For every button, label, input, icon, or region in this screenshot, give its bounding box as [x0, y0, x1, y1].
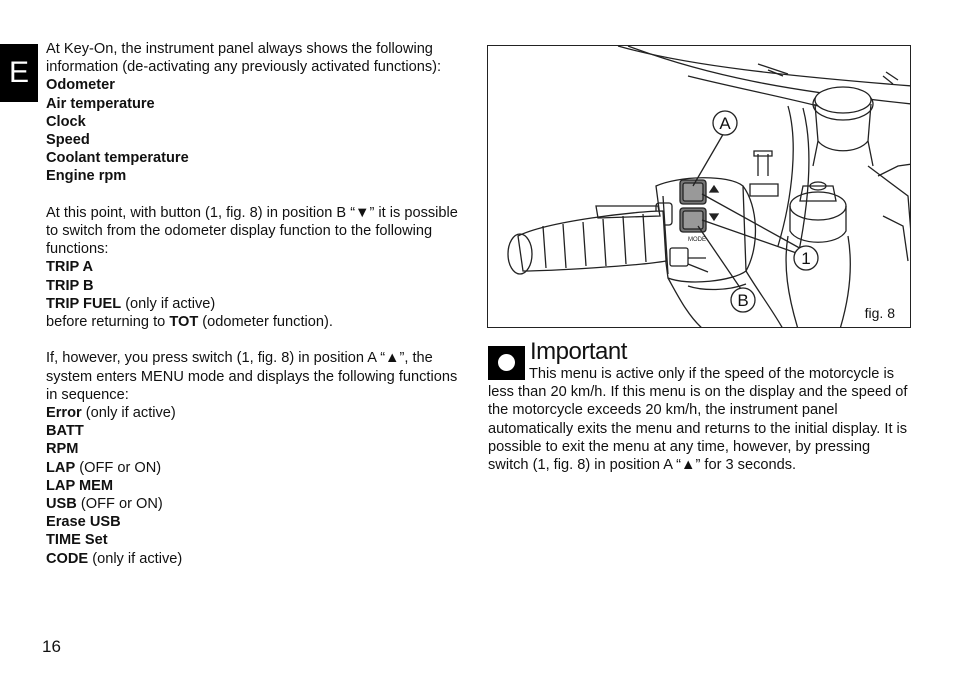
position-a-paragraph: If, however, you press switch (1, fig. 8) in position A “▲”, the system enters MENU mode and displays the following functions in sequence:	[46, 350, 458, 403]
handlebar-switch-figure	[487, 45, 911, 328]
default-item-coolant-temperature: Coolant temperature	[46, 150, 189, 167]
menu-item-lap-mem: LAP MEM	[46, 477, 114, 494]
menu-item-time-set: TIME Set	[46, 532, 108, 549]
default-item-air-temperature: Air temperature	[46, 95, 155, 112]
trip-fuel-item: TRIP FUEL (only if active)	[46, 295, 216, 312]
language-tab	[0, 44, 38, 102]
menu-item-batt: BATT	[46, 423, 84, 440]
figure-caption: fig. 8	[864, 305, 895, 321]
menu-item-code: CODE (only if active)	[46, 550, 183, 567]
default-item-engine-rpm: Engine rpm	[46, 168, 127, 185]
intro-paragraph: At Key-On, the instrument panel always shows the following information (de-activating any previously activated functions):	[46, 41, 442, 76]
default-item-odometer: Odometer	[46, 77, 115, 94]
menu-item-error: Error (only if active)	[46, 405, 176, 422]
important-title: Important	[530, 338, 627, 365]
menu-item-usb: USB (OFF or ON)	[46, 496, 163, 513]
left-column	[46, 40, 470, 568]
menu-item-rpm: RPM	[46, 441, 79, 458]
important-text: This menu is active only if the speed of the motorcycle is less than 20 km/h. If this menu is on the display and the speed of the motorcycle exceeds 20 km/h, the instrument panel automatically exits the menu and returns to the initial display. It is possible to exit the menu at any time, however, by pressing switch (1, fig. 8) in position A “▲” for 3 seconds.	[488, 366, 908, 474]
page-number: 16	[42, 637, 61, 656]
callout-1-label: 1	[801, 249, 811, 268]
trip-b-item: TRIP B	[46, 277, 94, 294]
menu-item-lap: LAP (OFF or ON)	[46, 459, 162, 476]
default-item-speed: Speed	[46, 132, 90, 149]
language-tab-letter: E	[9, 56, 30, 89]
default-item-clock: Clock	[46, 113, 86, 130]
callout-b-label: B	[737, 291, 749, 310]
return-to-tot-line: before returning to TOT (odometer function).	[46, 314, 333, 331]
handlebar-illustration	[488, 46, 911, 328]
switch-mode-label: MODE	[688, 237, 706, 243]
position-b-paragraph: At this point, with button (1, fig. 8) in position B “▼” it is possible to switch from the odometer display function to the following functions:	[46, 204, 458, 258]
trip-a-item: TRIP A	[46, 259, 94, 276]
callout-a-label: A	[719, 114, 731, 133]
menu-item-erase-usb: Erase USB	[46, 514, 121, 531]
